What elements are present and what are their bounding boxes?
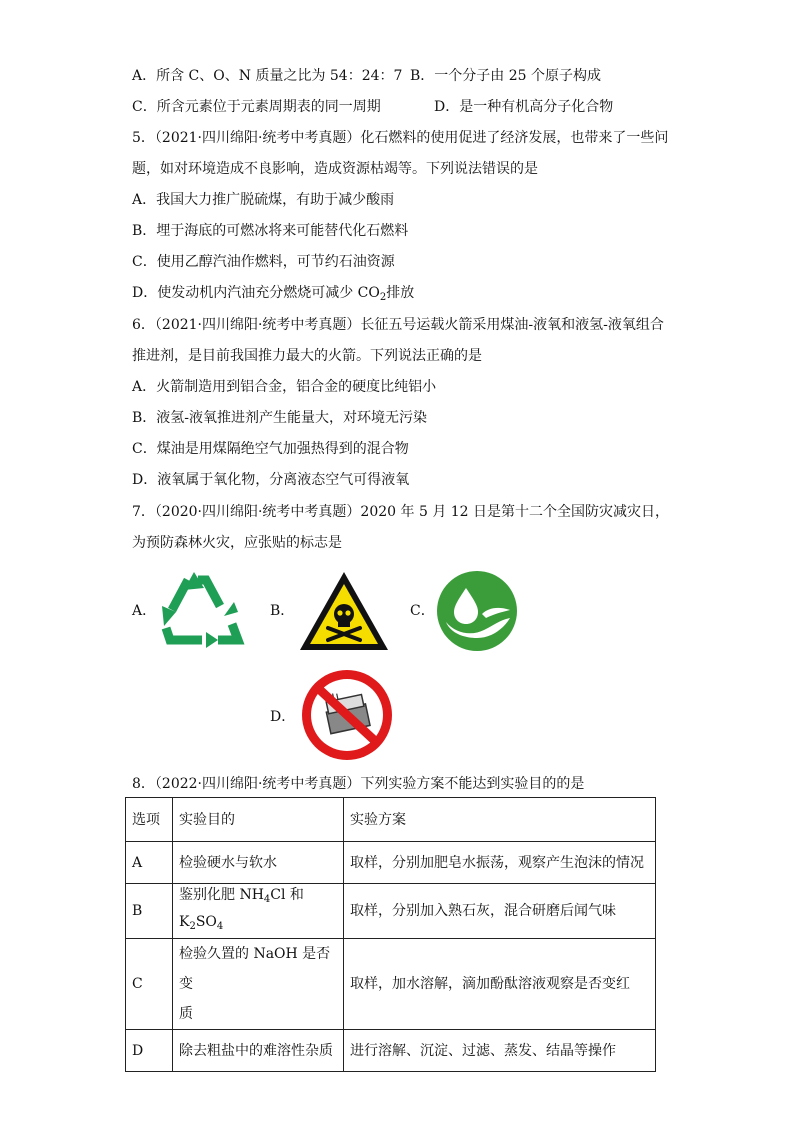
goal-sub: 4 <box>263 894 271 905</box>
row-plan: 进行溶解、沉淀、过滤、蒸发、结晶等操作 <box>344 1030 656 1072</box>
header-option: 选项 <box>126 798 173 842</box>
row-option: C <box>126 939 173 1030</box>
experiment-table <box>125 797 656 1072</box>
goal-line2: 质 <box>179 1006 193 1022</box>
q7-label-b: B． <box>270 603 295 619</box>
q8-stem: 8．（2022·四川绵阳·统考中考真题）下列实验方案不能达到实验目的的是 <box>132 776 585 792</box>
q7-label-d: D． <box>270 709 296 725</box>
q5-d-text: D．使发动机内汽油充分燃烧可减少 CO <box>132 285 380 301</box>
q7-label-a: A． <box>132 603 157 619</box>
row-option: B <box>126 884 173 939</box>
row-goal <box>173 939 344 1030</box>
row-plan: 取样，加水溶解，滴加酚酞溶液观察是否变红 <box>344 939 656 1030</box>
q6-option-d: D．液氧属于氧化物，分离液态空气可得液氧 <box>132 472 410 488</box>
q5-option-c: C．使用乙醇汽油作燃料，可节约石油资源 <box>132 254 395 270</box>
q5-option-d <box>132 283 414 308</box>
toxic-warning-icon <box>298 570 390 652</box>
q4-option-a: A．所含 C、O、N 质量之比为 54：24：7 <box>132 68 403 84</box>
q7-label-c: C． <box>410 603 435 619</box>
q5-option-b: B．埋于海底的可燃冰将来可能替代化石燃料 <box>132 223 409 239</box>
table-row <box>126 939 656 1030</box>
goal-part: SO <box>195 914 217 930</box>
row-option: D <box>126 1030 173 1072</box>
q5-option-a: A．我国大力推广脱硫煤，有助于减少酸雨 <box>132 192 395 208</box>
row-goal: 检验硬水与软水 <box>173 842 344 884</box>
table-row <box>126 884 656 939</box>
q7-stem-line2: 为预防森林火灾，应张贴的标志是 <box>132 535 342 551</box>
row-plan: 取样，分别加肥皂水振荡，观察产生泡沫的情况 <box>344 842 656 884</box>
q4-option-b: B．一个分子由 25 个原子构成 <box>410 68 602 84</box>
goal-part: 鉴别化肥 NH <box>179 887 264 903</box>
header-plan: 实验方案 <box>344 798 656 842</box>
q7-stem-line1: 7．（2020·四川绵阳·统考中考真题）2020 年 5 月 12 日是第十二个全国防灾减灾日， <box>132 504 670 520</box>
row-plan: 取样，分别加入熟石灰，混合研磨后闻气味 <box>344 884 656 939</box>
table-row <box>126 842 656 884</box>
q4-option-c: C．所含元素位于元素周期表的同一周期 <box>132 99 381 115</box>
row-goal: 除去粗盐中的难溶性杂质 <box>173 1030 344 1072</box>
recycle-icon <box>158 568 246 650</box>
header-goal: 实验目的 <box>173 798 344 842</box>
q6-stem-line1: 6．（2021·四川绵阳·统考中考真题）长征五号运载火箭采用煤油-液氧和液氢-液氧组合 <box>132 317 664 333</box>
row-goal <box>173 884 344 939</box>
q5-d-sub: 2 <box>379 292 387 303</box>
row-option: A <box>126 842 173 884</box>
no-fire-icon <box>300 668 394 762</box>
water-saving-icon <box>436 570 518 652</box>
q6-option-b: B．液氢-液氧推进剂产生能量大，对环境无污染 <box>132 410 428 426</box>
q6-option-a: A．火箭制造用到铝合金，铝合金的硬度比纯铝小 <box>132 379 437 395</box>
goal-part: Cl 和 K <box>179 887 304 930</box>
table-header-row <box>126 798 656 842</box>
q5-d-post: 排放 <box>386 285 415 301</box>
q5-stem-line2: 题，如对环境造成不良影响，造成资源枯竭等。下列说法错误的是 <box>132 161 538 177</box>
table-row <box>126 1030 656 1072</box>
q4-option-d: D．是一种有机高分子化合物 <box>434 99 614 115</box>
q6-option-c: C．煤油是用煤隔绝空气加强热得到的混合物 <box>132 441 409 457</box>
q5-stem-line1: 5．（2021·四川绵阳·统考中考真题）化石燃料的使用促进了经济发展，也带来了一些问 <box>132 130 669 146</box>
q6-stem-line2: 推进剂，是目前我国推力最大的火箭。下列说法正确的是 <box>132 348 482 364</box>
goal-sub: 2 <box>189 921 196 932</box>
goal-sub: 4 <box>216 921 224 932</box>
goal-line1: 检验久置的 NaOH 是否变 <box>179 946 331 992</box>
